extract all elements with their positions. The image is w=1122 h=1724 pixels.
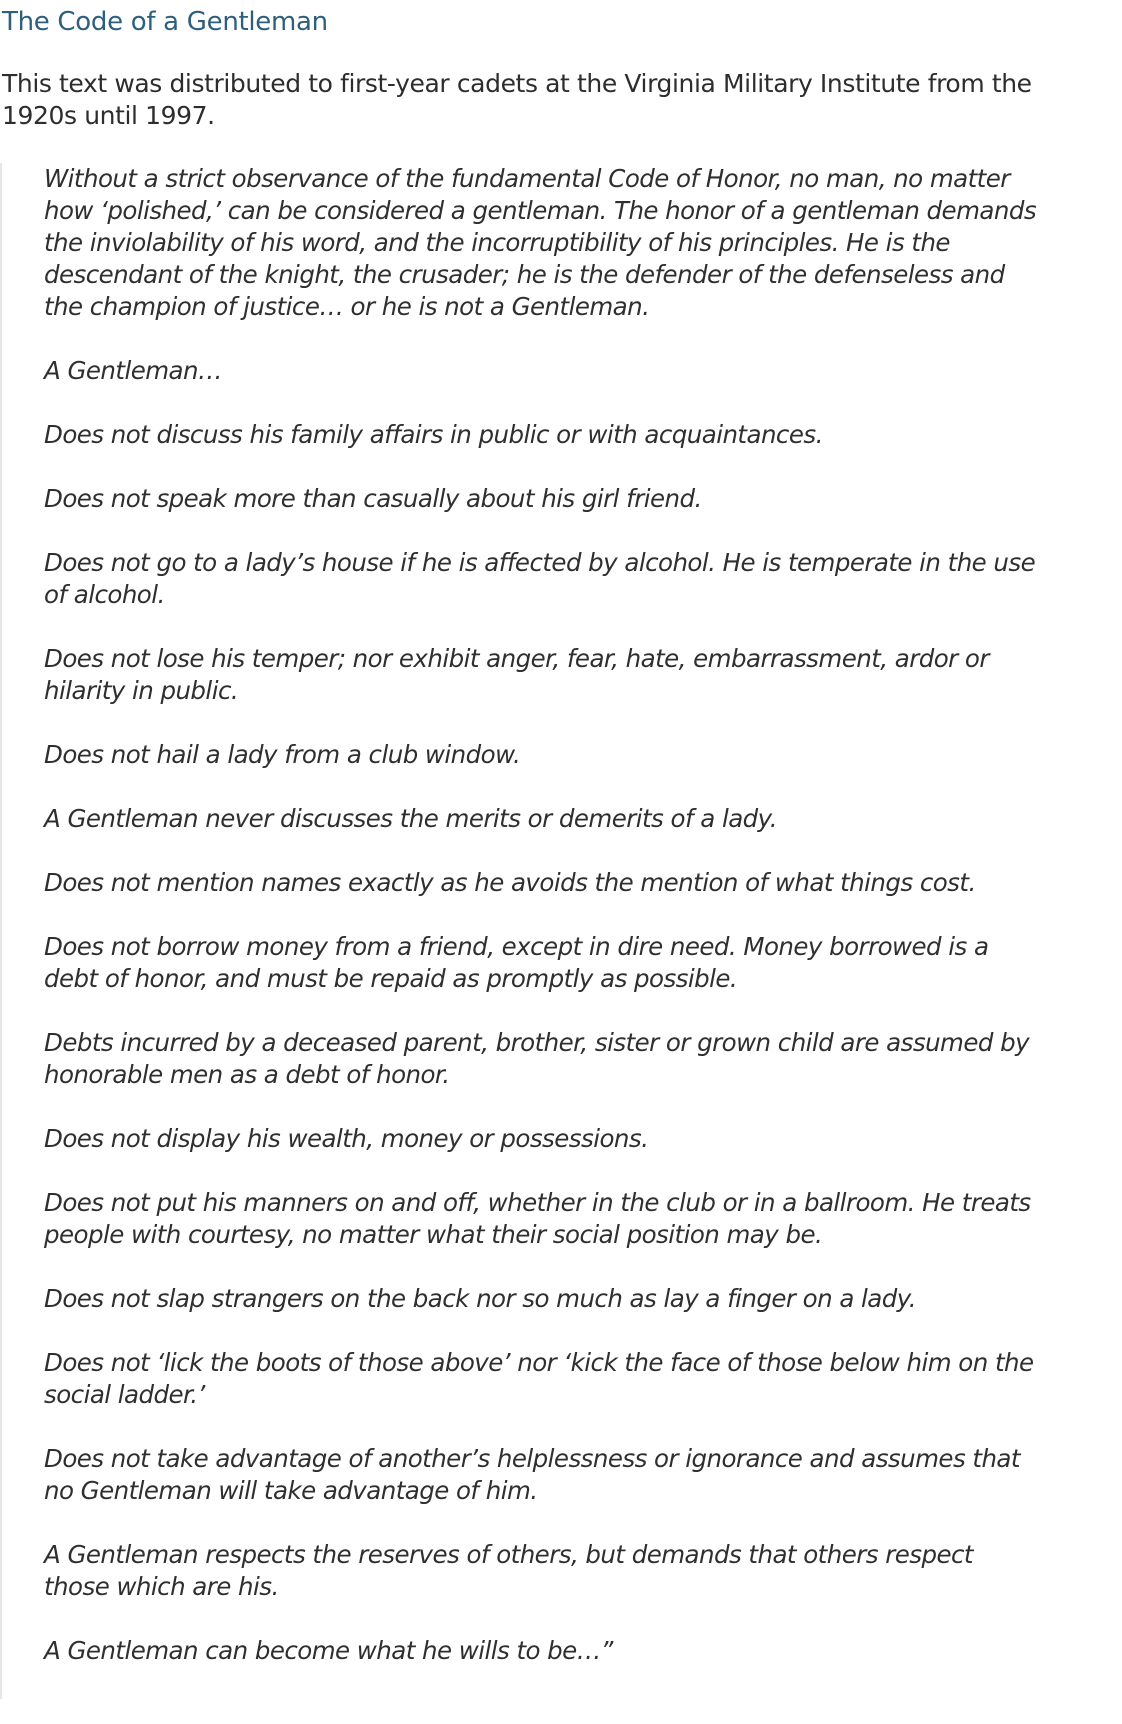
quote-paragraph: Does not put his manners on and off, whether in the club or in a ballroom. He treats people with courtesy, no matter what their social position may be. (44, 1188, 1031, 1249)
quote-paragraph: Debts incurred by a deceased parent, brother, sister or grown child are assumed by honorable men as a debt of honor. (44, 1028, 1030, 1089)
quote-paragraph: Does not ‘lick the boots of those above’ nor ‘kick the face of those below him on the social ladder.’ (44, 1348, 1034, 1409)
quote-paragraph: Does not hail a lady from a club window. (44, 740, 521, 769)
intro-paragraph: This text was distributed to first-year cadets at the Virginia Military Institute from the 1920s until 1997. (2, 69, 1032, 130)
quote-paragraph: A Gentleman… (44, 356, 222, 385)
quote-paragraph: Does not discuss his family affairs in public or with acquaintances. (44, 420, 823, 449)
quote-paragraph: Does not mention names exactly as he avoids the mention of what things cost. (44, 868, 976, 897)
quote-paragraph: A Gentleman can become what he wills to be…” (44, 1636, 613, 1665)
quote-paragraph: Does not take advantage of another’s helplessness or ignorance and assumes that no Gentleman will take advantage of him. (44, 1444, 1020, 1505)
quote-paragraph: A Gentleman respects the reserves of others, but demands that others respect those which are his. (44, 1540, 973, 1601)
quote-paragraph: Does not display his wealth, money or possessions. (44, 1124, 649, 1153)
quote-paragraph: Does not borrow money from a friend, except in dire need. Money borrowed is a debt of honor, and must be repaid as promptly as possible. (44, 932, 989, 993)
blockquote (0, 163, 1060, 1699)
quote-paragraph: A Gentleman never discusses the merits or demerits of a lady. (44, 804, 777, 833)
quote-paragraph: Does not slap strangers on the back nor so much as lay a finger on a lady. (44, 1284, 917, 1313)
quote-paragraph: Does not speak more than casually about his girl friend. (44, 484, 702, 513)
quote-paragraph: Without a strict observance of the fundamental Code of Honor, no man, no matter how ‘polished,’ can be considered a gentleman. The honor of a gentleman demands the inviolability of his word, and the incorruptibility of his principles. He is the descendant of the knight, the crusader; he is the defender of the defenseless and the champion of justice… or he is not a Gentleman. (44, 164, 1037, 321)
page-title: The Code of a Gentleman (2, 7, 328, 37)
quote-paragraph: Does not go to a lady’s house if he is affected by alcohol. He is temperate in the use of alcohol. (44, 548, 1036, 609)
quote-paragraph: Does not lose his temper; nor exhibit anger, fear, hate, embarrassment, ardor or hilarity in public. (44, 644, 989, 705)
